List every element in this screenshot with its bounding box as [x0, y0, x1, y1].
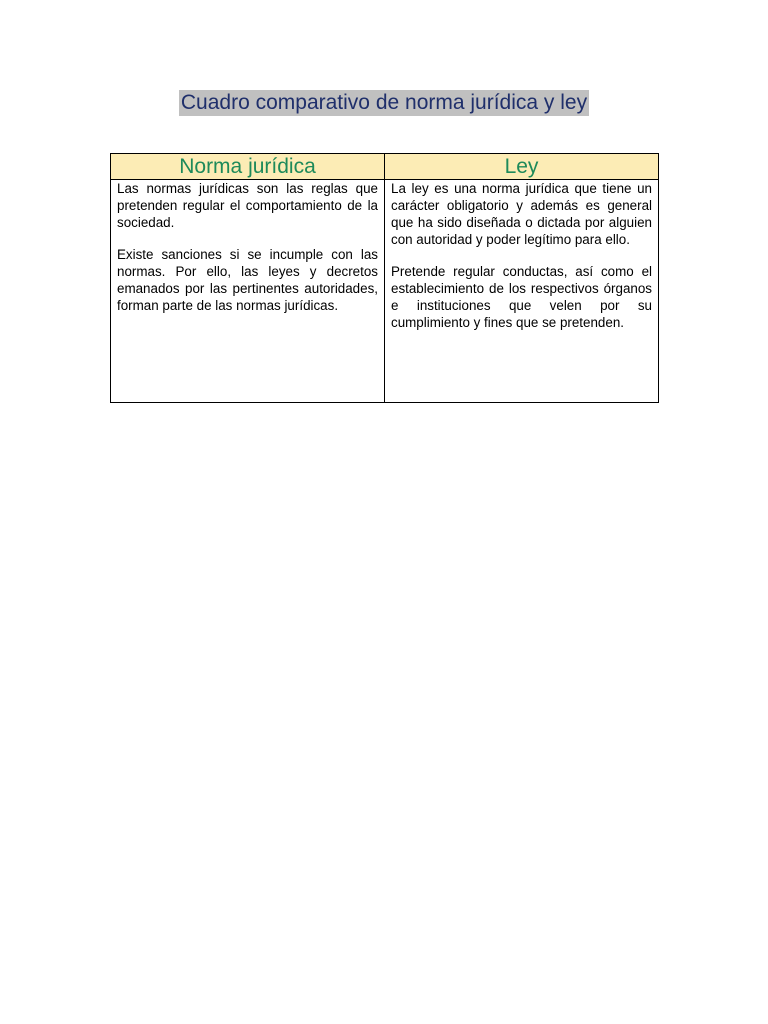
ley-paragraph-1: La ley es una norma jurídica que tiene un carácter obligatorio y además es general que ha sido diseñada o dictada por alguien con autoridad y poder legítimo para ello. [391, 181, 652, 247]
table-row [111, 180, 659, 403]
comparison-table [110, 153, 659, 403]
norma-paragraph-2: Existe sanciones si se incumple con las normas. Por ello, las leyes y decretos emanados por las pertinentes autoridades, forman parte de las normas jurídicas. [117, 247, 378, 313]
header-norma-juridica: Norma jurídica [111, 154, 385, 180]
norma-paragraph-1: Las normas jurídicas son las reglas que pretenden regular el comportamiento de la sociedad. [117, 181, 378, 230]
document-title: Cuadro comparativo de norma jurídica y ley [180, 91, 588, 114]
ley-paragraph-2: Pretende regular conductas, así como el establecimiento de los respectivos órganos e instituciones que velen por su cumplimiento y fines que se pretenden. [391, 264, 652, 330]
norma-juridica-cell [111, 180, 385, 403]
header-ley: Ley [385, 154, 659, 180]
ley-cell [385, 180, 659, 403]
title-container [0, 90, 768, 116]
table-header-row [111, 154, 659, 180]
